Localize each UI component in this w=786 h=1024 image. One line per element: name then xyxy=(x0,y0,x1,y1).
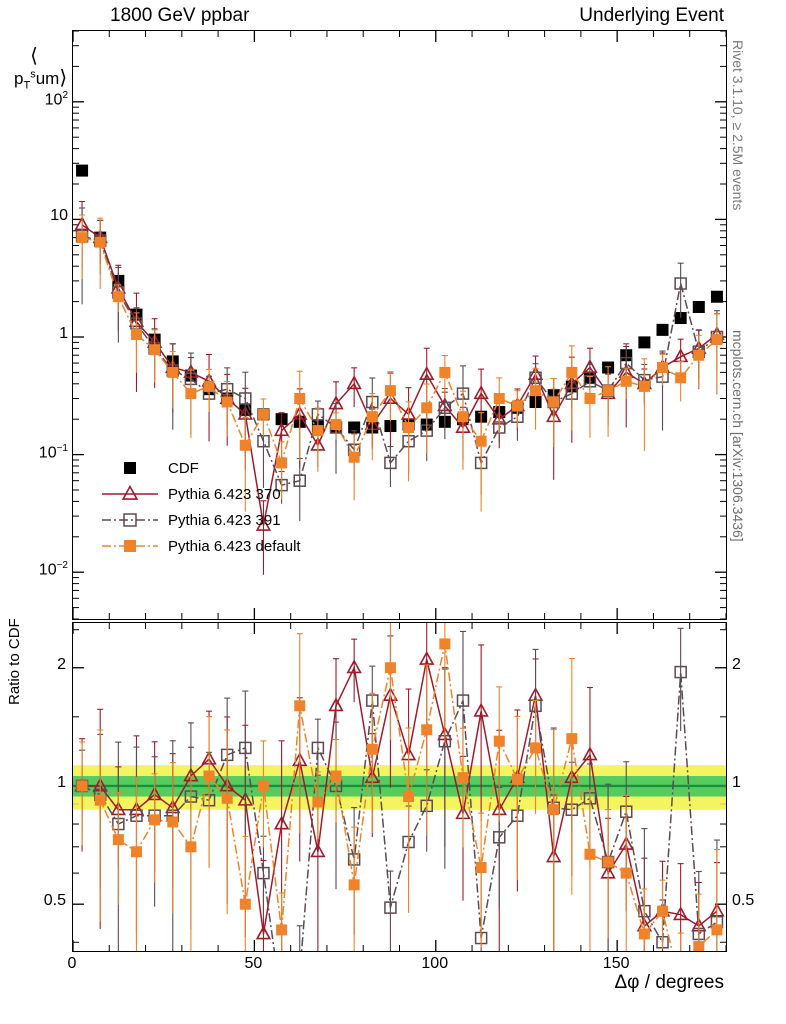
header-right: Underlying Event xyxy=(579,5,724,26)
x-axis-label: Δφ / degrees xyxy=(614,972,724,993)
axis-tick-label: 1 xyxy=(732,773,741,791)
axis-tick-label: 0.5 xyxy=(43,892,66,910)
axis-tick-label: 1 xyxy=(57,773,66,791)
mcplots-arxiv-text: mcplots.cern.ch [arXiv:1306.3436] xyxy=(730,330,746,542)
axis-tick-label: 150 xyxy=(602,955,630,972)
axis-tick-label: 0 xyxy=(67,955,77,972)
ratio-plot-panel xyxy=(72,622,727,952)
main-y-axis-label: ⟨ $p_T^sum⟩$ xyxy=(14,45,68,92)
axis-tick-label: 2 xyxy=(732,655,741,673)
legend-item[interactable] xyxy=(100,533,301,559)
axis-tick-label: 0.5 xyxy=(732,892,755,910)
legend-item[interactable] xyxy=(100,507,301,533)
legend-marker xyxy=(100,536,160,556)
legend-item[interactable] xyxy=(100,481,301,507)
axis-tick-label: 1 xyxy=(59,325,68,342)
legend-label: Pythia 6.423 391 xyxy=(168,511,281,529)
ratio-y-axis-label: Ratio to CDF xyxy=(6,618,23,705)
ratio-plot-canvas xyxy=(73,623,726,951)
rivet-version-text: Rivet 3.1.10, ≥ 2.5M events xyxy=(730,40,746,211)
legend-marker xyxy=(100,510,160,530)
header-left: 1800 GeV ppbar xyxy=(110,5,250,26)
legend xyxy=(100,455,301,559)
legend-label: Pythia 6.423 370 xyxy=(168,485,281,503)
axis-tick-label: $10^{-2}$ xyxy=(38,560,68,579)
legend-marker xyxy=(100,458,160,478)
legend-label: CDF xyxy=(168,459,199,477)
legend-item[interactable] xyxy=(100,455,301,481)
axis-tick-label: $10^{-1}$ xyxy=(38,442,68,461)
axis-tick-label: 10 xyxy=(50,207,68,225)
axis-tick-label: $10^2$ xyxy=(44,89,68,109)
axis-tick-label: 100 xyxy=(421,955,449,972)
axis-tick-label: 2 xyxy=(57,655,66,673)
legend-marker xyxy=(100,484,160,504)
axis-tick-label: 50 xyxy=(244,955,263,972)
legend-label: Pythia 6.423 default xyxy=(168,537,301,555)
